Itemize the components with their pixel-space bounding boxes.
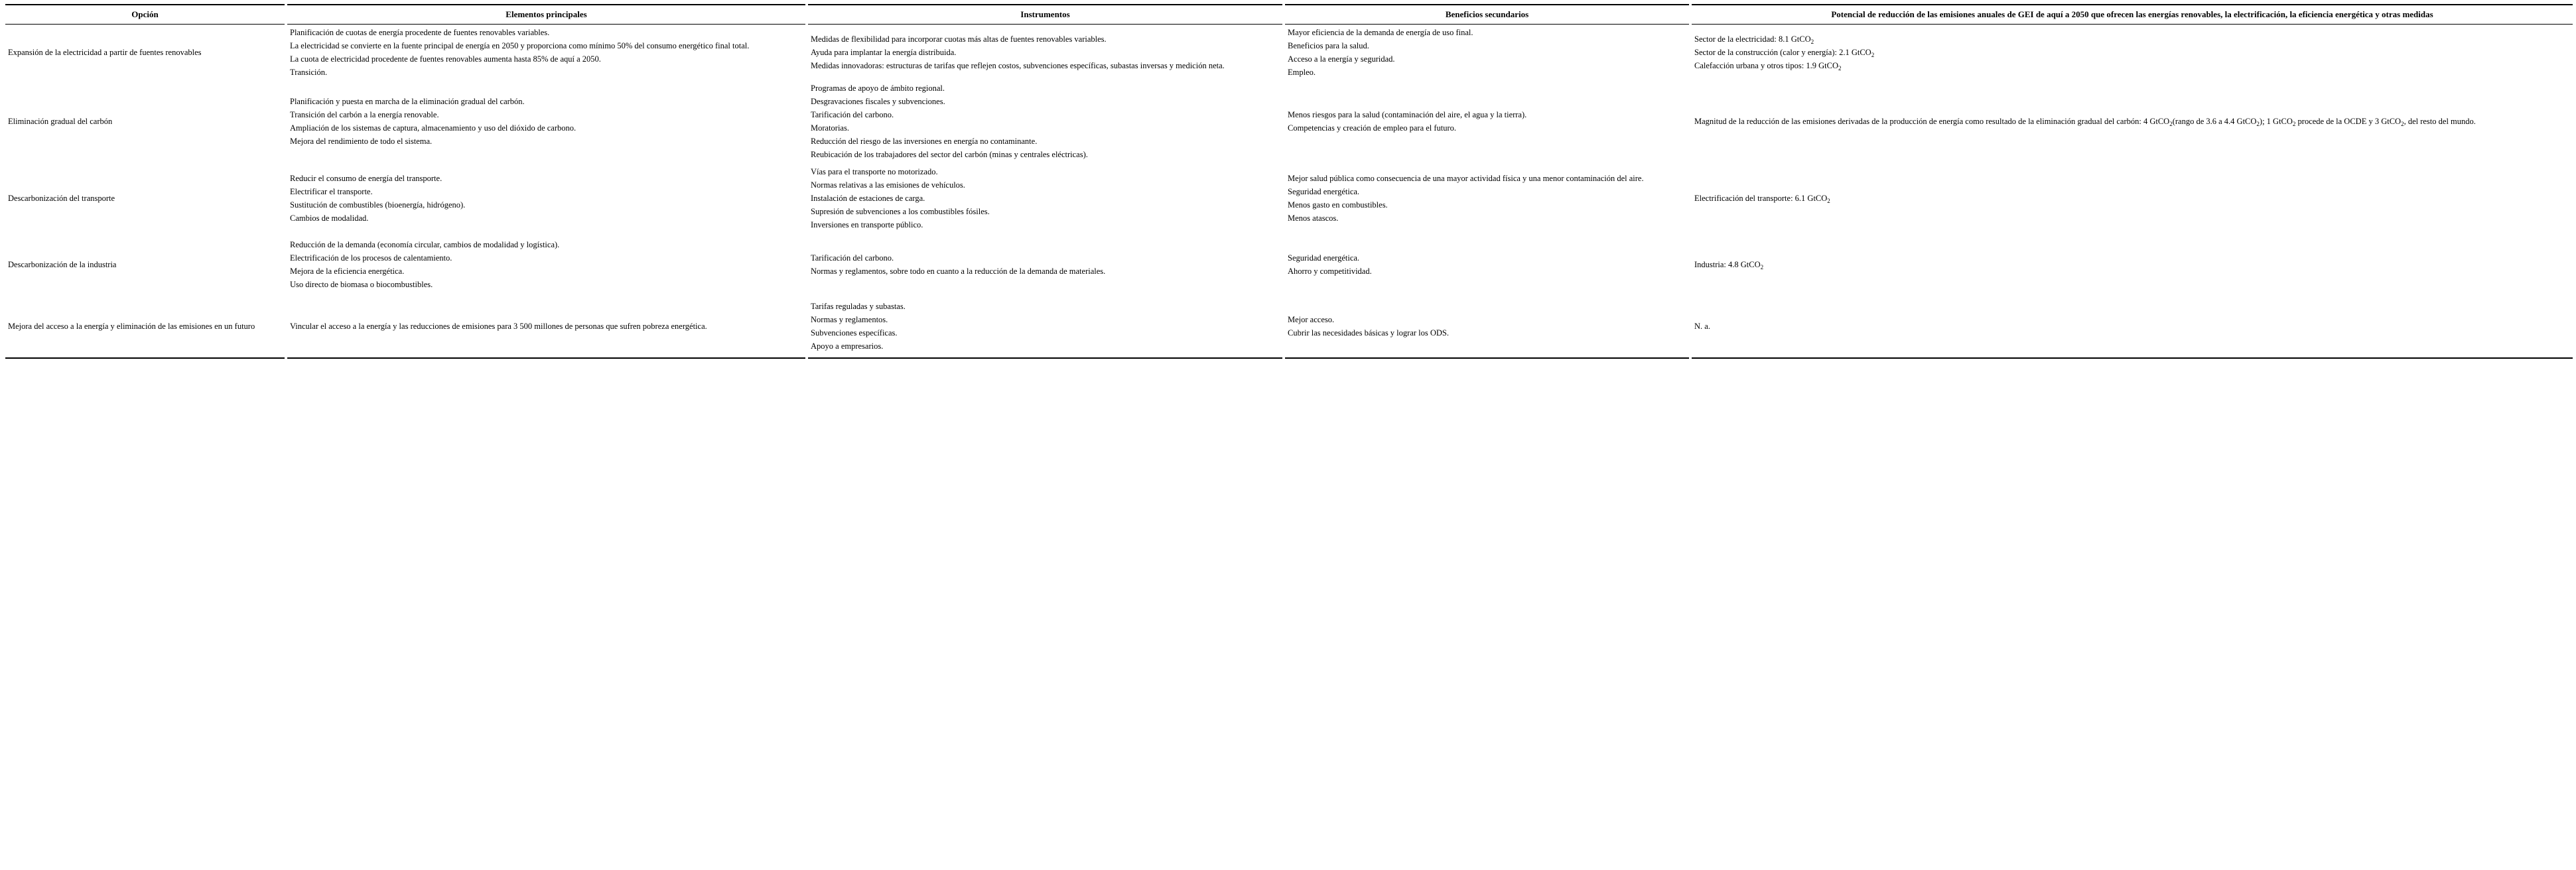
subscript: 2 xyxy=(1827,198,1830,204)
cell-line: Menos riesgos para la salud (contaminación del aire, el agua y la tierra). xyxy=(1288,110,1527,119)
cell-line xyxy=(1694,59,2570,72)
cell-line: Planificación de cuotas de energía procedente de fuentes renovables variables. xyxy=(290,28,550,37)
subscript: 2 xyxy=(2256,121,2260,127)
instruments-cell xyxy=(808,295,1282,359)
cell-line xyxy=(1694,192,2570,205)
elements-cell xyxy=(287,25,805,80)
potential-text: procede de la OCDE y 3 GtCO xyxy=(2295,117,2402,126)
cell-line: Cambios de modalidad. xyxy=(290,214,369,223)
elements-cell xyxy=(287,234,805,295)
cell-line: Vincular el acceso a la energía y las reducciones de emisiones para 3 500 millones de personas que sufren pobreza energética. xyxy=(290,322,707,331)
cell-line: Beneficios para la salud. xyxy=(1288,41,1369,50)
option-cell: Eliminación gradual del carbón xyxy=(8,117,113,126)
subscript: 2 xyxy=(1871,52,1875,58)
cell-line: Mejora del rendimiento de todo el sistema. xyxy=(290,137,433,146)
cell-line xyxy=(1694,115,2570,128)
potential-text: (rango de 3.6 a 4.4 GtCO xyxy=(2172,117,2257,126)
potential-cell xyxy=(1692,80,2573,162)
cell-line: Mejor acceso. xyxy=(1288,315,1335,324)
cell-line: Cubrir las necesidades básicas y lograr los ODS. xyxy=(1288,328,1449,338)
cell-line: Normas relativas a las emisiones de vehículos. xyxy=(811,180,965,190)
cell-line: Mayor eficiencia de la demanda de energía de uso final. xyxy=(1288,28,1473,37)
cell-line: Medidas de flexibilidad para incorporar cuotas más altas de fuentes renovables variables. xyxy=(811,34,1107,44)
cell-line: Mejor salud pública como consecuencia de una mayor actividad física y una menor contaminación del aire. xyxy=(1288,174,1644,183)
cell-line: Tarificación del carbono. xyxy=(811,110,894,119)
cell-line xyxy=(1694,46,2570,59)
subscript: 2 xyxy=(1838,65,1842,72)
option-cell: Expansión de la electricidad a partir de fuentes renovables xyxy=(8,48,202,57)
potential-text: Electrificación del transporte: 6.1 GtCO xyxy=(1694,194,1828,203)
cell-line xyxy=(1694,258,2570,271)
instruments-cell xyxy=(808,162,1282,234)
cell-line: Seguridad energética. xyxy=(1288,187,1360,196)
cell-line: Transición del carbón a la energía renovable. xyxy=(290,110,439,119)
cell-line: Tarificación del carbono. xyxy=(811,253,894,263)
cell-line: Electrificación de los procesos de calentamiento. xyxy=(290,253,452,263)
cell-line: Supresión de subvenciones a los combustibles fósiles. xyxy=(811,207,990,216)
elements-cell xyxy=(287,80,805,162)
potential-text: Calefacción urbana y otros tipos: 1.9 GtCO xyxy=(1694,61,1838,70)
cell-line: Ahorro y competitividad. xyxy=(1288,267,1372,276)
potential-text: Magnitud de la reducción de las emisiones derivadas de la producción de energía como resultado de la eliminación gradual del carbón: 4 GtCO xyxy=(1694,117,2170,126)
table-row xyxy=(5,80,2573,162)
cell-line: Competencias y creación de empleo para el futuro. xyxy=(1288,123,1457,133)
table-row xyxy=(5,234,2573,295)
instruments-cell xyxy=(808,234,1282,295)
header-instruments: Instrumentos xyxy=(808,4,1282,25)
table-row xyxy=(5,25,2573,80)
option-cell: Descarbonización de la industria xyxy=(8,260,117,269)
subscript: 2 xyxy=(2292,121,2296,127)
cell-line: Uso directo de biomasa o biocombustibles. xyxy=(290,280,433,289)
cell-line xyxy=(1694,32,2570,46)
cell-line: La electricidad se convierte en la fuente principal de energía en 2050 y proporciona como mínimo 50% del consumo energético final total. xyxy=(290,41,750,50)
benefits-cell xyxy=(1285,162,1689,234)
header-potential: Potencial de reducción de las emisiones anuales de GEI de aquí a 2050 que ofrecen las energías renovables, la electrificación, la eficiencia energética y otras medidas xyxy=(1692,4,2573,25)
instruments-cell xyxy=(808,25,1282,80)
potential-text: N. a. xyxy=(1694,322,1710,331)
cell-line: Moratorias. xyxy=(811,123,849,133)
cell-line: Ampliación de los sistemas de captura, almacenamiento y uso del dióxido de carbono. xyxy=(290,123,576,133)
table-row xyxy=(5,162,2573,234)
cell-line: Tarifas reguladas y subastas. xyxy=(811,302,906,311)
cell-line: Normas y reglamentos. xyxy=(811,315,888,324)
cell-line: Reducir el consumo de energía del transporte. xyxy=(290,174,442,183)
header-row xyxy=(5,4,2573,25)
subscript: 2 xyxy=(2401,121,2404,127)
cell-line: Mejora de la eficiencia energética. xyxy=(290,267,405,276)
potential-text: ); 1 GtCO xyxy=(2259,117,2293,126)
benefits-cell xyxy=(1285,295,1689,359)
elements-cell xyxy=(287,295,805,359)
elements-cell xyxy=(287,162,805,234)
cell-line: Ayuda para implantar la energía distribuida. xyxy=(811,48,957,57)
subscript: 2 xyxy=(2169,121,2173,127)
potential-cell xyxy=(1692,162,2573,234)
potential-cell xyxy=(1692,234,2573,295)
options-table xyxy=(3,4,2575,359)
cell-line: Planificación y puesta en marcha de la eliminación gradual del carbón. xyxy=(290,97,525,106)
cell-line: Apoyo a empresarios. xyxy=(811,342,884,351)
cell-line: Reducción del riesgo de las inversiones en energía no contaminante. xyxy=(811,137,1038,146)
cell-line: Seguridad energética. xyxy=(1288,253,1360,263)
table-row xyxy=(5,295,2573,359)
cell-line: Programas de apoyo de ámbito regional. xyxy=(811,84,945,93)
potential-text: Sector de la construcción (calor y energía): 2.1 GtCO xyxy=(1694,48,1871,57)
option-cell: Mejora del acceso a la energía y eliminación de las emisiones en un futuro xyxy=(5,295,285,359)
cell-line: Acceso a la energía y seguridad. xyxy=(1288,54,1395,64)
cell-line: Empleo. xyxy=(1288,68,1316,77)
benefits-cell xyxy=(1285,25,1689,80)
potential-text: Sector de la electricidad: 8.1 GtCO xyxy=(1694,34,1811,44)
benefits-cell xyxy=(1285,80,1689,162)
cell-line: Normas y reglamentos, sobre todo en cuanto a la reducción de la demanda de materiales. xyxy=(811,267,1106,276)
cell-line: Reubicación de los trabajadores del sector del carbón (minas y centrales eléctricas). xyxy=(811,150,1088,159)
subscript: 2 xyxy=(1760,264,1764,271)
cell-line: Reducción de la demanda (economía circular, cambios de modalidad y logística). xyxy=(290,240,560,249)
cell-line: Transición. xyxy=(290,68,328,77)
subscript: 2 xyxy=(1810,38,1814,45)
instruments-cell xyxy=(808,80,1282,162)
cell-line: Sustitución de combustibles (bioenergía, hidrógeno). xyxy=(290,200,466,210)
option-cell: Descarbonización del transporte xyxy=(8,194,115,203)
cell-line: Electrificar el transporte. xyxy=(290,187,373,196)
benefits-cell xyxy=(1285,234,1689,295)
cell-line: Subvenciones específicas. xyxy=(811,328,898,338)
potential-cell xyxy=(1692,25,2573,80)
cell-line: Instalación de estaciones de carga. xyxy=(811,194,925,203)
header-elements: Elementos principales xyxy=(287,4,805,25)
header-option: Opción xyxy=(5,4,285,25)
cell-line: Menos atascos. xyxy=(1288,214,1339,223)
cell-line: La cuota de electricidad procedente de fuentes renovables aumenta hasta 85% de aquí a 2050. xyxy=(290,54,601,64)
potential-text: Industria: 4.8 GtCO xyxy=(1694,260,1761,269)
cell-line: Menos gasto en combustibles. xyxy=(1288,200,1388,210)
cell-line: Medidas innovadoras: estructuras de tarifas que reflejen costos, subvenciones específicas, subastas inversas y medición neta. xyxy=(811,61,1225,70)
cell-line xyxy=(1694,320,2570,333)
potential-text: , del resto del mundo. xyxy=(2404,117,2476,126)
potential-cell xyxy=(1692,295,2573,359)
cell-line: Desgravaciones fiscales y subvenciones. xyxy=(811,97,945,106)
cell-line: Inversiones en transporte público. xyxy=(811,220,923,229)
header-benefits: Beneficios secundarios xyxy=(1285,4,1689,25)
cell-line: Vías para el transporte no motorizado. xyxy=(811,167,938,176)
